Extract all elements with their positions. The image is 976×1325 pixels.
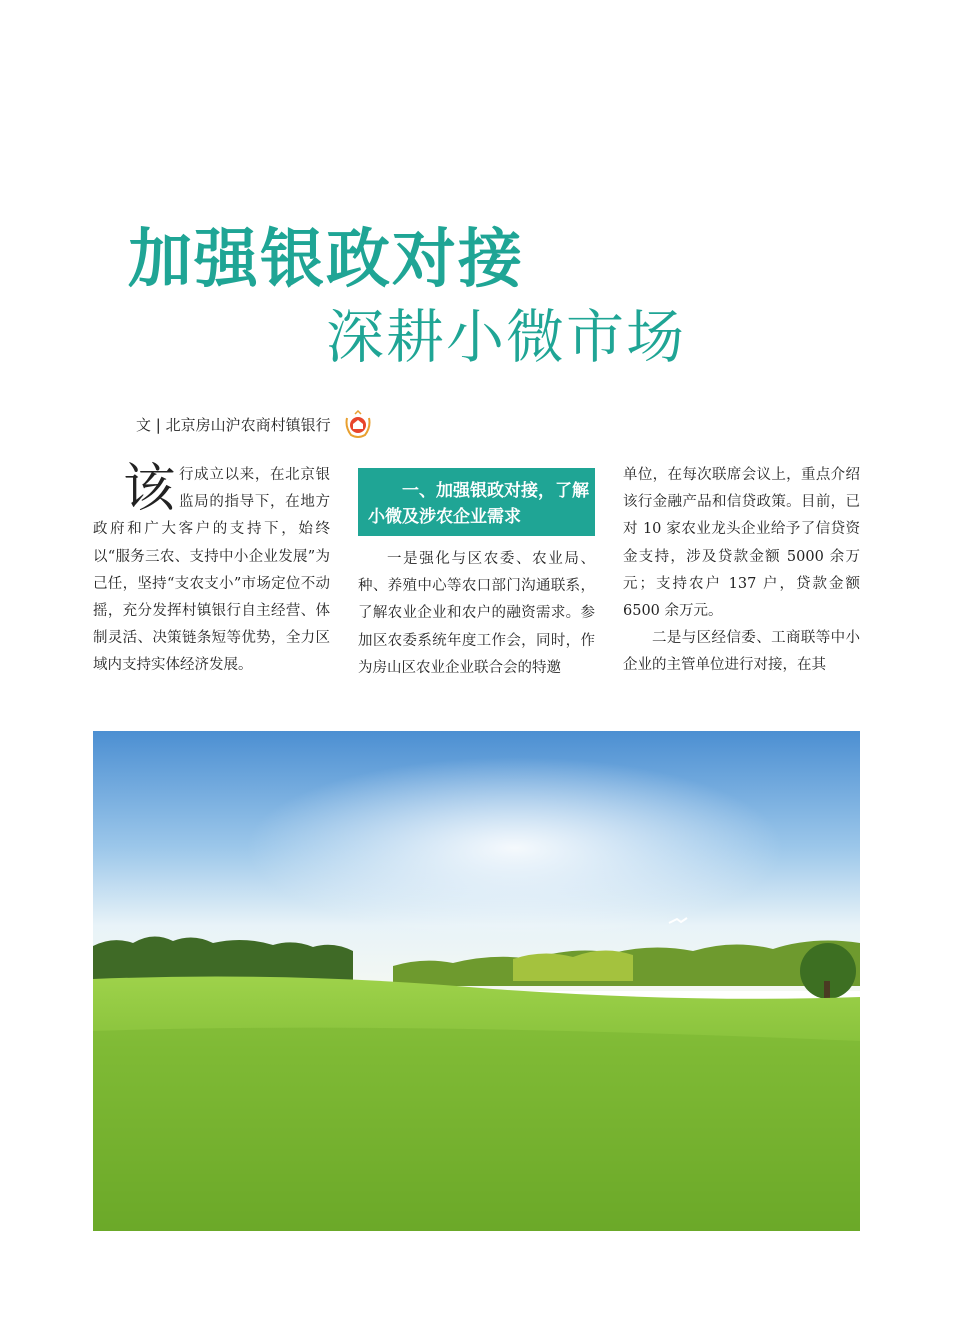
meadow-photo <box>93 731 860 1231</box>
article-column-1 <box>93 459 330 680</box>
article-title-line1: 加强银政对接 <box>128 223 524 297</box>
article-column-3 <box>623 462 860 680</box>
byline <box>136 410 373 440</box>
byline-text: 文 | 北京房山沪农商村镇银行 <box>136 416 331 434</box>
section-heading: 一、加强银政对接，了解小微及涉农企业需求 <box>358 468 595 536</box>
body-paragraph: 二是与区经信委、工商联等中小企业的主管单位进行对接，在其 <box>623 630 860 674</box>
body-paragraph: 一是强化与区农委、农业局、种、养殖中心等农口部门沟通联系，了解农业企业和农户的融资需求。参加区农委系统年度工作会，同时，作为房山区农业企业联合会的特邀 <box>358 551 595 676</box>
article-column-2 <box>358 468 595 682</box>
article-title-line2: 深耕小微市场 <box>326 303 687 371</box>
intro-paragraph: 行成立以来，在北京银监局的指导下，在地方政府和广大客户的支持下，始终以“服务三农、支持中小企业发展”为己任，坚持“支农支小”市场定位不动摇，充分发挥村镇银行自主经营、体制灵活、决策链条短等优势，全力区域内支持实体经济发展。 <box>93 467 330 674</box>
bank-logo-icon <box>343 410 373 440</box>
body-paragraph-continued: 单位，在每次联席会议上，重点介绍该行金融产品和信贷政策。目前，已对 10 家农业龙头企业给予了信贷资金支持，涉及贷款金额 5000 余万元；支持农户 137 户，贷款金额 6500 余万元。 <box>623 467 860 620</box>
drop-cap: 该 <box>123 459 176 519</box>
